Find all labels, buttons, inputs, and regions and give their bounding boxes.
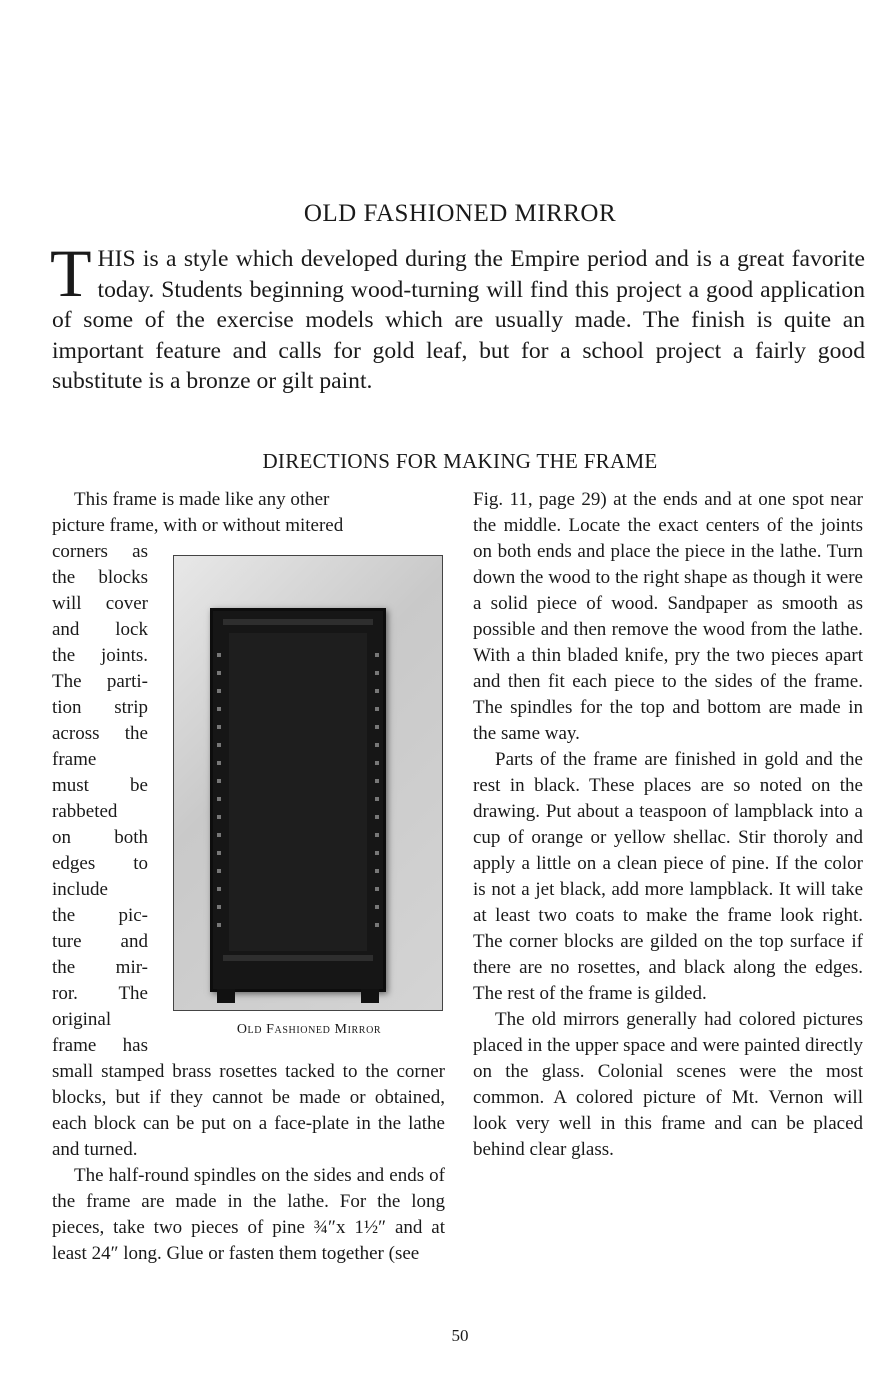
wrap-line: include	[52, 879, 108, 900]
wrap-line: will cover	[52, 593, 148, 614]
intro-text: HIS is a style which developed during the Empire period and is a great favorite today. Students beginning wood-turning will find this project a good application of some of the exercise models which are usually made. The finish is quite an important feature and calls for gold leaf, but for a school project a fairly good substitute is a bronze or gilt paint.	[52, 246, 865, 394]
figure-caption: Old Fashioned Mirror	[236, 1022, 382, 1037]
wrap-line: the mir-	[52, 957, 148, 978]
wrap-line: the blocks	[52, 567, 148, 588]
wrap-line: and lock	[52, 619, 148, 640]
wrap-line: ture and	[52, 931, 148, 952]
left-column	[52, 487, 445, 1267]
intro-paragraph	[50, 235, 865, 397]
right-paragraph-2: Parts of the frame are finished in gold and the rest in black. These places are so noted on the drawing. Put about a teaspoon of lampblack into a cup of orange or yellow shellac. Stir thoroly and apply a little on a clean piece of pine. If the color is not a jet black, add more lampblack. It will take at least two coats to make the frame look right. The corner blocks are gilded on the top surface if there are no rosettes, and black along the edges. The rest of the frame is gilded.	[473, 749, 863, 1004]
page-title: OLD FASHIONED MIRROR	[303, 200, 617, 227]
wrap-line: the pic-	[52, 905, 148, 926]
bottom-spindle	[223, 955, 373, 961]
wrap-line: The parti-	[52, 671, 148, 692]
mirror-frame	[210, 608, 386, 992]
right-column	[473, 487, 863, 1163]
wrap-line: frame	[52, 749, 97, 770]
left-foot	[217, 989, 235, 1003]
wrap-line: original	[52, 1009, 112, 1030]
right-spindle	[375, 639, 379, 939]
wrap-line: across the	[52, 723, 148, 744]
left-line-2: picture frame, with or without mitered	[52, 515, 344, 536]
left-spindle	[217, 639, 221, 939]
top-spindle	[223, 619, 373, 625]
left-line-1: This frame is made like any other	[74, 489, 330, 510]
wrap-line: edges to	[52, 853, 148, 874]
section-heading: DIRECTIONS FOR MAKING THE FRAME	[262, 449, 658, 473]
right-paragraph-3: The old mirrors generally had colored pictures placed in the upper space and were painted directly on the glass. Colonial scenes were the most common. A colored picture of Mt. Vernon will look very well in this frame and can be placed behind clear glass.	[473, 1009, 863, 1160]
wrap-line: corners as	[52, 541, 148, 562]
left-continuation: small stamped brass rosettes tacked to the corner blocks, but if they cannot be made or obtained, each block can be put on a face-plate in the lathe and turned.	[52, 1061, 445, 1160]
left-paragraph-2: The half-round spindles on the sides and ends of the frame are made in the lathe. For the long pieces, take two pieces of pine ¾″x 1½″ and at least 24″ long. Glue or fasten them together (see	[52, 1165, 445, 1264]
mirror-glass	[229, 633, 367, 951]
mirror-photo	[173, 555, 443, 1011]
wrap-line: rabbeted	[52, 801, 118, 822]
drop-cap: T	[50, 235, 92, 311]
wrap-line: on both	[52, 827, 148, 848]
wrap-line: the joints.	[52, 645, 148, 666]
right-foot	[361, 989, 379, 1003]
page-number: 50	[451, 1326, 469, 1345]
mirror-figure	[173, 555, 445, 1043]
right-paragraph-1: Fig. 11, page 29) at the ends and at one spot near the middle. Locate the exact centers of the joints on both ends and place the piece in the lathe. Turn down the wood to the right shape as though it were a solid piece of wood. Sandpaper as smooth as possible and then remove the wood from the lathe. With a thin bladed knife, pry the two pieces apart and then fit each piece to the sides of the frame. The spindles for the top and bottom are made in the same way.	[473, 489, 863, 744]
wrap-line: ror. The	[52, 983, 148, 1004]
wrap-line: must be	[52, 775, 148, 796]
wrapped-text	[52, 539, 148, 1059]
wrap-line: tion strip	[52, 697, 148, 718]
wrap-line: frame has	[52, 1035, 148, 1056]
